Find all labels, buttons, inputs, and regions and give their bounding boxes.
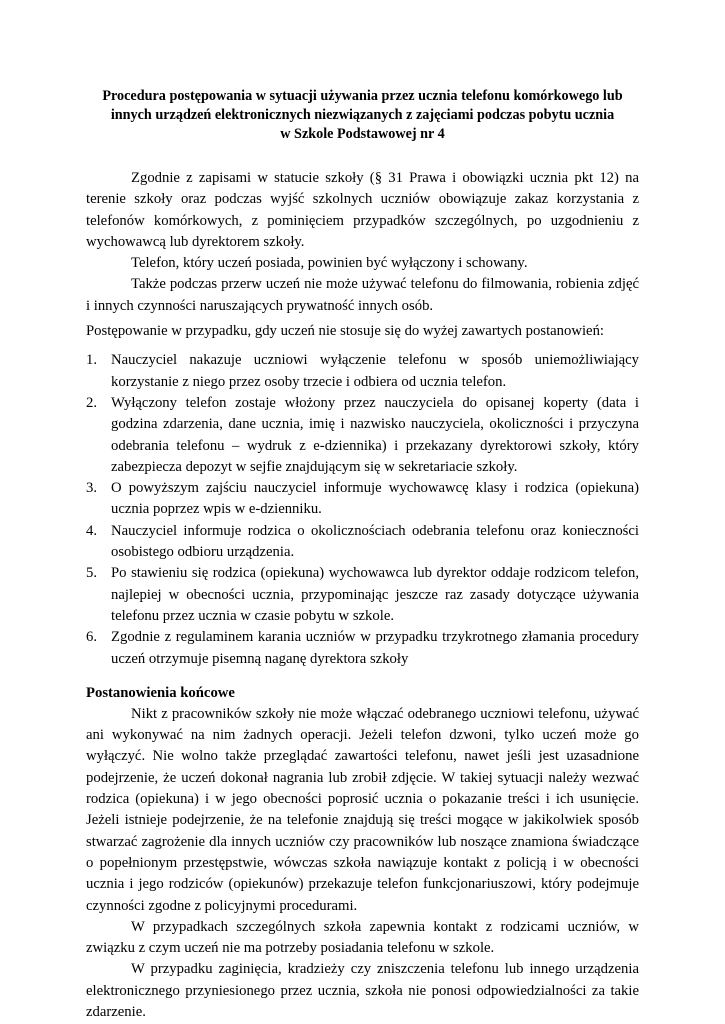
step-text: Nauczyciel informuje rodzica o okolicznościach odebrania telefonu oraz konieczności osobistego odbioru urządzenia. (111, 522, 639, 561)
intro-paragraph: Zgodnie z zapisami w statucie szkoły (§ 31 Prawa i obowiązki ucznia pkt 12) na terenie szkoły oraz podczas wyjść szkolnych uczniów obowiązuje zakaz korzystania z telefonów komórkowych, z pominięciem przypadków szczególnych, po uzgodnieniu z wychowawcą lub dyrektorem szkoły. (86, 170, 639, 250)
step-text: Nauczyciel nakazuje uczniowi wyłączenie telefonu w sposób uniemożliwiający korzystanie z niego przez osoby trzecie i odbiera od ucznia telefon. (111, 352, 639, 390)
step-number: 4. (86, 522, 98, 539)
document-title (86, 87, 639, 144)
step-number: 1. (86, 352, 98, 369)
intro-paragraph: Także podczas przerw uczeń nie może używać telefonu do filmowania, robienia zdjęć i innych czynności naruszających prywatność innych osób. (86, 276, 639, 314)
final-paragraph: Nikt z pracowników szkoły nie może włączać odebranego uczniowi telefonu, używać ani wykonywać na nim żadnych operacji. Jeżeli telefon dzwoni, tylko uczeń może go wyłączyć. Nie wolno także przeglądać zawartości telefonu, nawet jeśli jest uzasadnione podejrzenie, że uczeń dokonał nagrania lub zrobił zdjęcie. W takiej sytuacji należy wezwać rodzica (opiekuna) i w jego obecności poprosić ucznia o pokazanie treści i ich usunięcie. Jeżeli istnieje podejrzenie, że na telefonie znajdują się treści mogące w jakikolwiek sposób stwarzać zagrożenie dla innych uczniów czy pracowników lub noszące znamiona świadczące o popełnionym przestępstwie, wówczas szkoła nawiązuje kontakt z policją i w obecności ucznia i jego rodziców (opiekunów) przekazuje telefon funkcjonariuszowi, który podejmuje czynności zgodne z policyjnymi procedurami. (86, 705, 639, 914)
step-number: 2. (86, 394, 98, 411)
procedure-steps-list (86, 350, 639, 669)
procedure-intro: Postępowanie w przypadku, gdy uczeń nie stosuje się do wyżej zawartych postanowień: (86, 323, 604, 340)
title-line: Procedura postępowania w sytuacji używania przez ucznia telefonu komórkowego lub (102, 88, 623, 104)
title-line: innych urządzeń elektronicznych niezwiązanych z zajęciami podczas pobytu ucznia (110, 107, 615, 123)
step-text: Zgodnie z regulaminem karania uczniów w przypadku trzykrotnego złamania procedury uczeń otrzymuje pisemną naganę dyrektora szkoły (111, 629, 639, 667)
final-paragraph: W przypadku zaginięcia, kradzieży czy zniszczenia telefonu lub innego urządzenia elektronicznego przyniesionego przez ucznia, szkoła nie ponosi odpowiedzialności za takie zdarzenie. (86, 961, 639, 1020)
intro-paragraph: Telefon, który uczeń posiada, powinien być wyłączony i schowany. (131, 255, 528, 272)
list-item (86, 521, 639, 564)
step-number: 6. (86, 629, 98, 646)
list-item (86, 627, 639, 670)
step-text: Po stawieniu się rodzica (opiekuna) wychowawca lub dyrektor oddaje rodzicom telefon, najlepiej w obecności ucznia, przypominając jeszcze raz zasady dotyczące używania telefonu przez ucznia w czasie pobytu w szkole. (111, 565, 639, 624)
step-number: 3. (86, 480, 98, 497)
list-item (86, 393, 639, 478)
final-paragraph: W przypadkach szczególnych szkoła zapewnia kontakt z rodzicami uczniów, w związku z czym uczeń nie ma potrzeby posiadania telefonu w szkole. (86, 918, 639, 957)
title-line: w Szkole Podstawowej nr 4 (280, 126, 445, 142)
step-number: 5. (86, 565, 98, 582)
step-text: Wyłączony telefon zostaje włożony przez nauczyciela do opisanej koperty (data i godzina zdarzenia, dane ucznia, imię i nazwisko nauczyciela, okoliczności i przyczyna odebrania telefonu – wydruk z e-dziennika) i przekazany dyrektorowi szkoły, który zabezpiecza depozyt w sejfie znajdującym się w sekretariacie szkoły. (111, 394, 639, 475)
step-text: O powyższym zajściu nauczyciel informuje wychowawcę klasy i rodzica (opiekuna) ucznia poprzez wpis w e-dzienniku. (111, 480, 639, 518)
list-item (86, 478, 639, 521)
list-item (86, 350, 639, 393)
list-item (86, 563, 639, 627)
final-provisions-heading: Postanowienia końcowe (86, 684, 235, 701)
